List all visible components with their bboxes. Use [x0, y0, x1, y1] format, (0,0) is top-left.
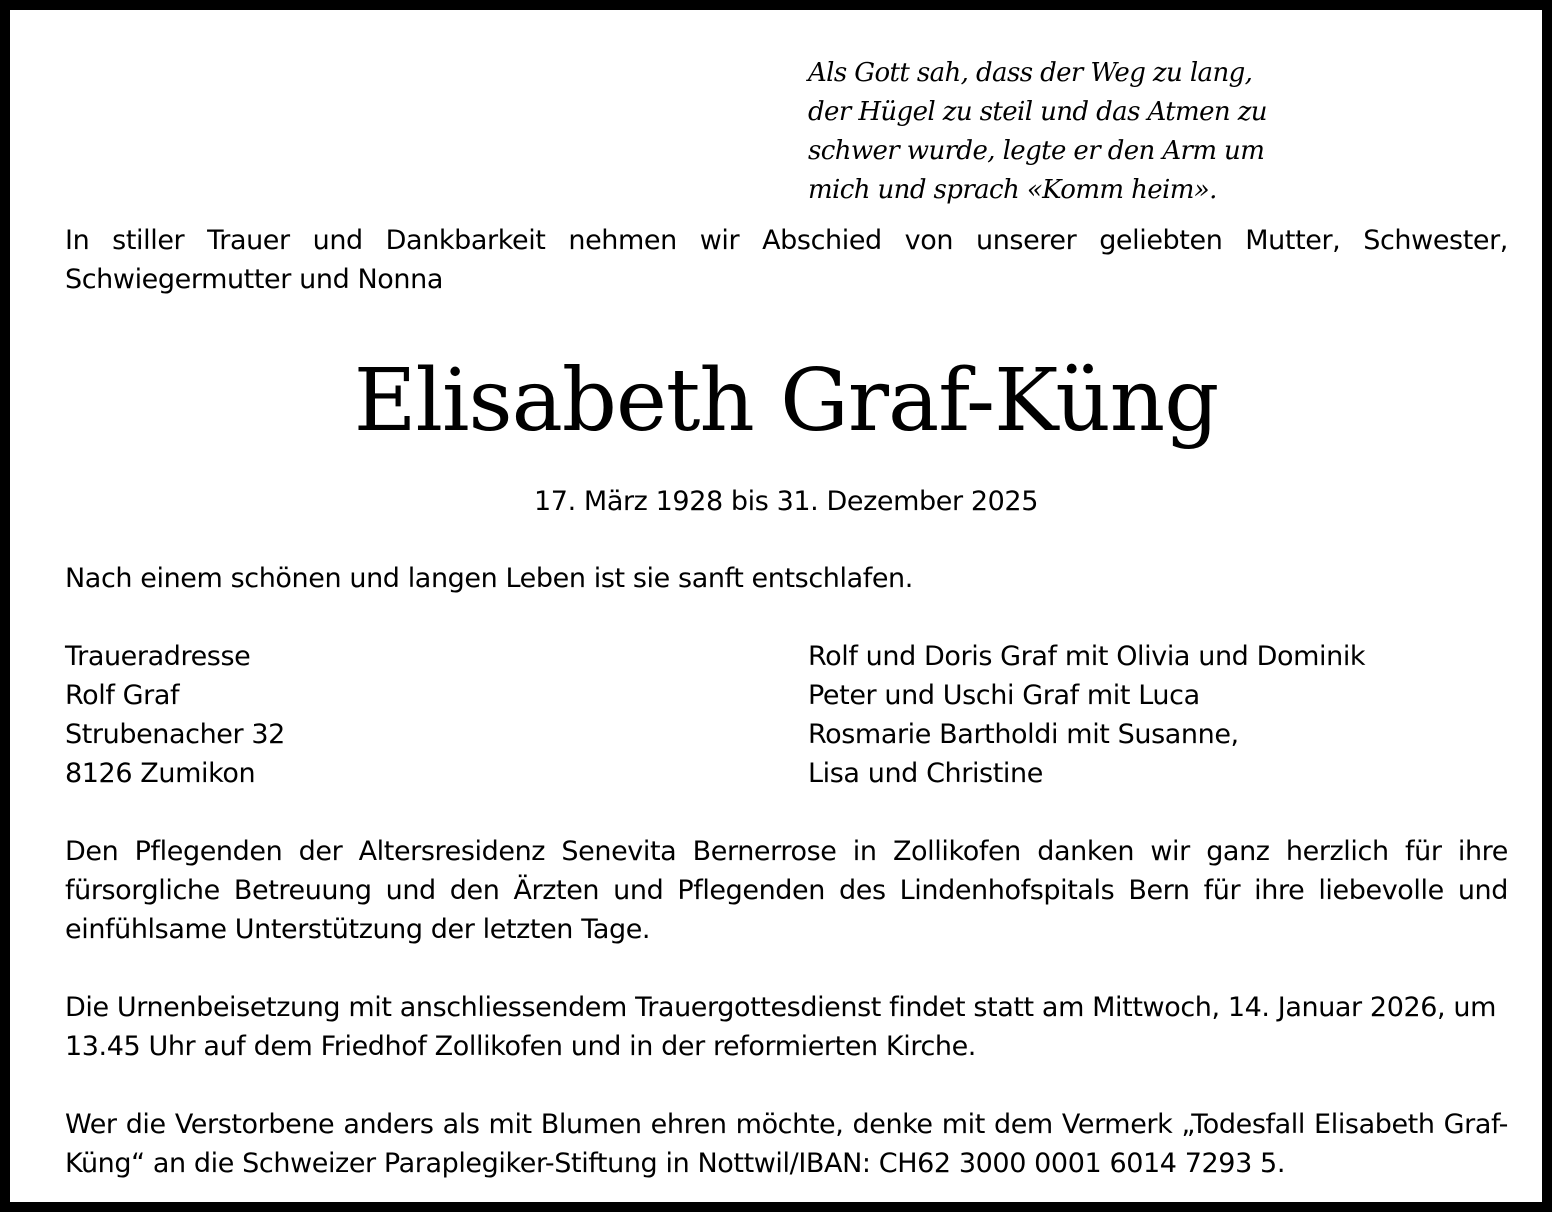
family-members [808, 637, 1508, 793]
family-line: Rosmarie Bartholdi mit Susanne, [808, 719, 1239, 750]
family-line: Rolf und Doris Graf mit Olivia und Dominik [808, 641, 1366, 672]
donation-paragraph: Wer die Verstorbene anders als mit Blumen ehren möchte, denke mit dem Vermerk „Todesfall Elisabeth Graf-Küng“ an die Schweizer Paraplegiker-Stiftung in Nottwil/IBAN: CH62 3000 0001 6014 7293 5. [65, 1109, 1508, 1179]
mourning-address [65, 637, 665, 793]
asleep-paragraph: Nach einem schönen und langen Leben ist sie sanft entschlafen. [65, 563, 913, 594]
memorial-quote [808, 54, 1328, 210]
thanks-paragraph: Den Pflegenden der Altersresidenz Senevita Bernerrose in Zollikofen danken wir ganz herzlich für ihre fürsorgliche Betreuung und den Ärzten und Pflegenden des Lindenhofspitals Bern für ihre liebevolle und einfühlsame Unterstützung der letzten Tage. [65, 836, 1508, 945]
life-dates: 17. März 1928 bis 31. Dezember 2025 [534, 486, 1038, 517]
family-line: Lisa und Christine [808, 758, 1043, 789]
address-line: Strubenacher 32 [65, 719, 285, 750]
address-line: Traueradresse [65, 641, 251, 672]
quote-line: Als Gott sah, dass der Weg zu lang, [808, 58, 1253, 88]
address-line: 8126 Zumikon [65, 758, 256, 789]
deceased-name: Elisabeth Graf-Küng [353, 351, 1219, 451]
quote-line: mich und sprach «Komm heim». [808, 175, 1217, 205]
quote-line: der Hügel zu steil und das Atmen zu [808, 97, 1267, 127]
address-line: Rolf Graf [65, 680, 180, 711]
quote-line: schwer wurde, legte er den Arm um [808, 136, 1265, 166]
ceremony-paragraph: Die Urnenbeisetzung mit anschliessendem Trauergottesdienst findet statt am Mittwoch, 14. Januar 2026, um 13.45 Uhr auf dem Friedhof Zollikofen und in der reformierten Kirche. [65, 992, 1497, 1062]
family-line: Peter und Uschi Graf mit Luca [808, 680, 1200, 711]
intro-paragraph: In stiller Trauer und Dankbarkeit nehmen wir Abschied von unserer geliebten Mutter, Schwester, Schwiegermutter und Nonna [65, 225, 1508, 295]
